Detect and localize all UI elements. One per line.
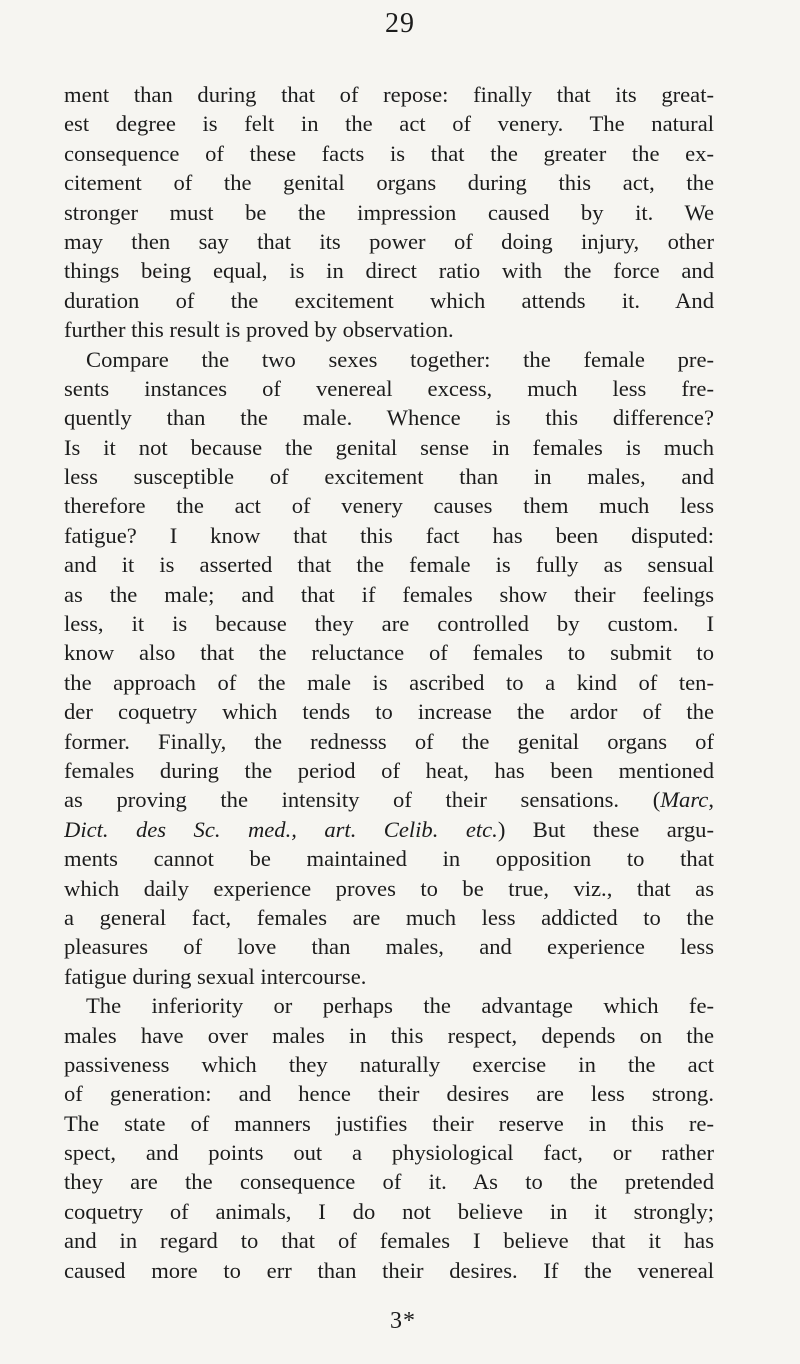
text-line bbox=[64, 374, 714, 403]
text-line bbox=[64, 874, 714, 903]
text-span: therefore the act of venery causes them much less bbox=[64, 493, 714, 519]
text-line bbox=[64, 286, 714, 315]
text-line bbox=[64, 315, 714, 344]
text-line bbox=[64, 345, 714, 374]
text-span: The inferiority or perhaps the advantage which fe- bbox=[86, 993, 714, 1019]
text-line bbox=[64, 638, 714, 667]
text-span: stronger must be the impression caused by it. We bbox=[64, 199, 714, 225]
text-span: , bbox=[708, 787, 714, 813]
text-span: males have over males in this respect, depends on the bbox=[64, 1022, 714, 1048]
text-line bbox=[64, 1079, 714, 1108]
text-span: citement of the genital organs during this act, the bbox=[64, 170, 714, 196]
text-line bbox=[64, 932, 714, 961]
text-line bbox=[64, 580, 714, 609]
text-line bbox=[64, 609, 714, 638]
text-span: passiveness which they naturally exercise in the act bbox=[64, 1051, 714, 1077]
text-span: sents instances of venereal excess, much less fre- bbox=[64, 375, 714, 401]
text-span: coquetry of animals, I do not believe in it strongly; bbox=[64, 1198, 714, 1224]
text-line bbox=[64, 109, 714, 138]
text-span: less susceptible of excitement than in males, and bbox=[64, 464, 714, 490]
text-line bbox=[64, 1050, 714, 1079]
text-line bbox=[64, 756, 714, 785]
text-line bbox=[64, 785, 714, 814]
text-span: der coquetry which tends to increase the ardor of the bbox=[64, 699, 714, 725]
text-span: and in regard to that of females I believe that it has bbox=[64, 1228, 714, 1254]
text-span: of generation: and hence their desires are less strong. bbox=[64, 1081, 714, 1107]
text-line bbox=[64, 80, 714, 109]
text-line bbox=[64, 521, 714, 550]
text-span: may then say that its power of doing injury, other bbox=[64, 228, 714, 254]
text-span: ments cannot be maintained in opposition to that bbox=[64, 846, 714, 872]
text-line bbox=[64, 550, 714, 579]
text-span: ) But these argu- bbox=[497, 816, 714, 842]
text-line bbox=[64, 139, 714, 168]
text-span: duration of the excitement which attends it. And bbox=[64, 287, 714, 313]
text-line bbox=[64, 1138, 714, 1167]
text-span: Compare the two sexes together: the female pre- bbox=[86, 346, 714, 372]
text-line bbox=[64, 227, 714, 256]
text-span: est degree is felt in the act of venery. The natural bbox=[64, 111, 714, 137]
text-span: caused more to err than their desires. If the venereal bbox=[64, 1257, 714, 1283]
text-line bbox=[64, 844, 714, 873]
text-span: know also that the reluctance of females to submit to bbox=[64, 640, 714, 666]
text-span: which daily experience proves to be true, viz., that as bbox=[64, 875, 714, 901]
text-span: quently than the male. Whence is this difference? bbox=[64, 405, 714, 431]
text-line bbox=[64, 1109, 714, 1138]
text-line bbox=[64, 256, 714, 285]
text-span: spect, and points out a physiological fact, or rather bbox=[64, 1140, 714, 1166]
text-span: former. Finally, the rednesss of the genital organs of bbox=[64, 728, 714, 754]
text-line bbox=[64, 668, 714, 697]
text-span: they are the consequence of it. As to the pretended bbox=[64, 1169, 714, 1195]
italic-citation: Dict. des Sc. med., art. Celib. etc. bbox=[64, 816, 498, 842]
text-span: females during the period of heat, has been mentioned bbox=[64, 757, 714, 783]
text-span: consequence of these facts is that the greater the ex- bbox=[64, 140, 714, 166]
text-line bbox=[64, 491, 714, 520]
body-text bbox=[64, 80, 714, 1285]
signature-mark: 3* bbox=[390, 1308, 416, 1334]
text-span: as proving the intensity of their sensations. ( bbox=[64, 787, 661, 813]
text-span: further this result is proved by observation. bbox=[64, 317, 454, 343]
text-line bbox=[64, 1197, 714, 1226]
text-line bbox=[64, 433, 714, 462]
text-span: ment than during that of repose: finally that its great- bbox=[64, 82, 714, 107]
text-line bbox=[64, 1226, 714, 1255]
text-span: fatigue during sexual intercourse. bbox=[64, 963, 367, 989]
text-span: as the male; and that if females show their feelings bbox=[64, 581, 714, 607]
italic-citation: Marc bbox=[660, 787, 709, 813]
text-line bbox=[64, 198, 714, 227]
page-number: 29 bbox=[385, 8, 415, 39]
text-span: pleasures of love than males, and experience less bbox=[64, 934, 714, 960]
text-span: Is it not because the genital sense in females is much bbox=[64, 434, 714, 460]
text-line bbox=[64, 1256, 714, 1285]
text-span: the approach of the male is ascribed to a kind of ten- bbox=[64, 669, 714, 695]
text-span: The state of manners justifies their reserve in this re- bbox=[64, 1110, 714, 1136]
text-line bbox=[64, 462, 714, 491]
text-line bbox=[64, 403, 714, 432]
text-line bbox=[64, 991, 714, 1020]
text-line bbox=[64, 168, 714, 197]
text-span: less, it is because they are controlled by custom. I bbox=[64, 611, 714, 637]
text-span: things being equal, is in direct ratio with the force and bbox=[64, 258, 714, 284]
text-line bbox=[64, 903, 714, 932]
text-span: a general fact, females are much less addicted to the bbox=[64, 904, 714, 930]
text-line bbox=[64, 1021, 714, 1050]
text-span: fatigue? I know that this fact has been disputed: bbox=[64, 522, 714, 548]
text-span: and it is asserted that the female is fully as sensual bbox=[64, 552, 714, 578]
text-line bbox=[64, 697, 714, 726]
text-line bbox=[64, 1167, 714, 1196]
text-line bbox=[64, 815, 714, 844]
text-line bbox=[64, 727, 714, 756]
text-line bbox=[64, 962, 714, 991]
